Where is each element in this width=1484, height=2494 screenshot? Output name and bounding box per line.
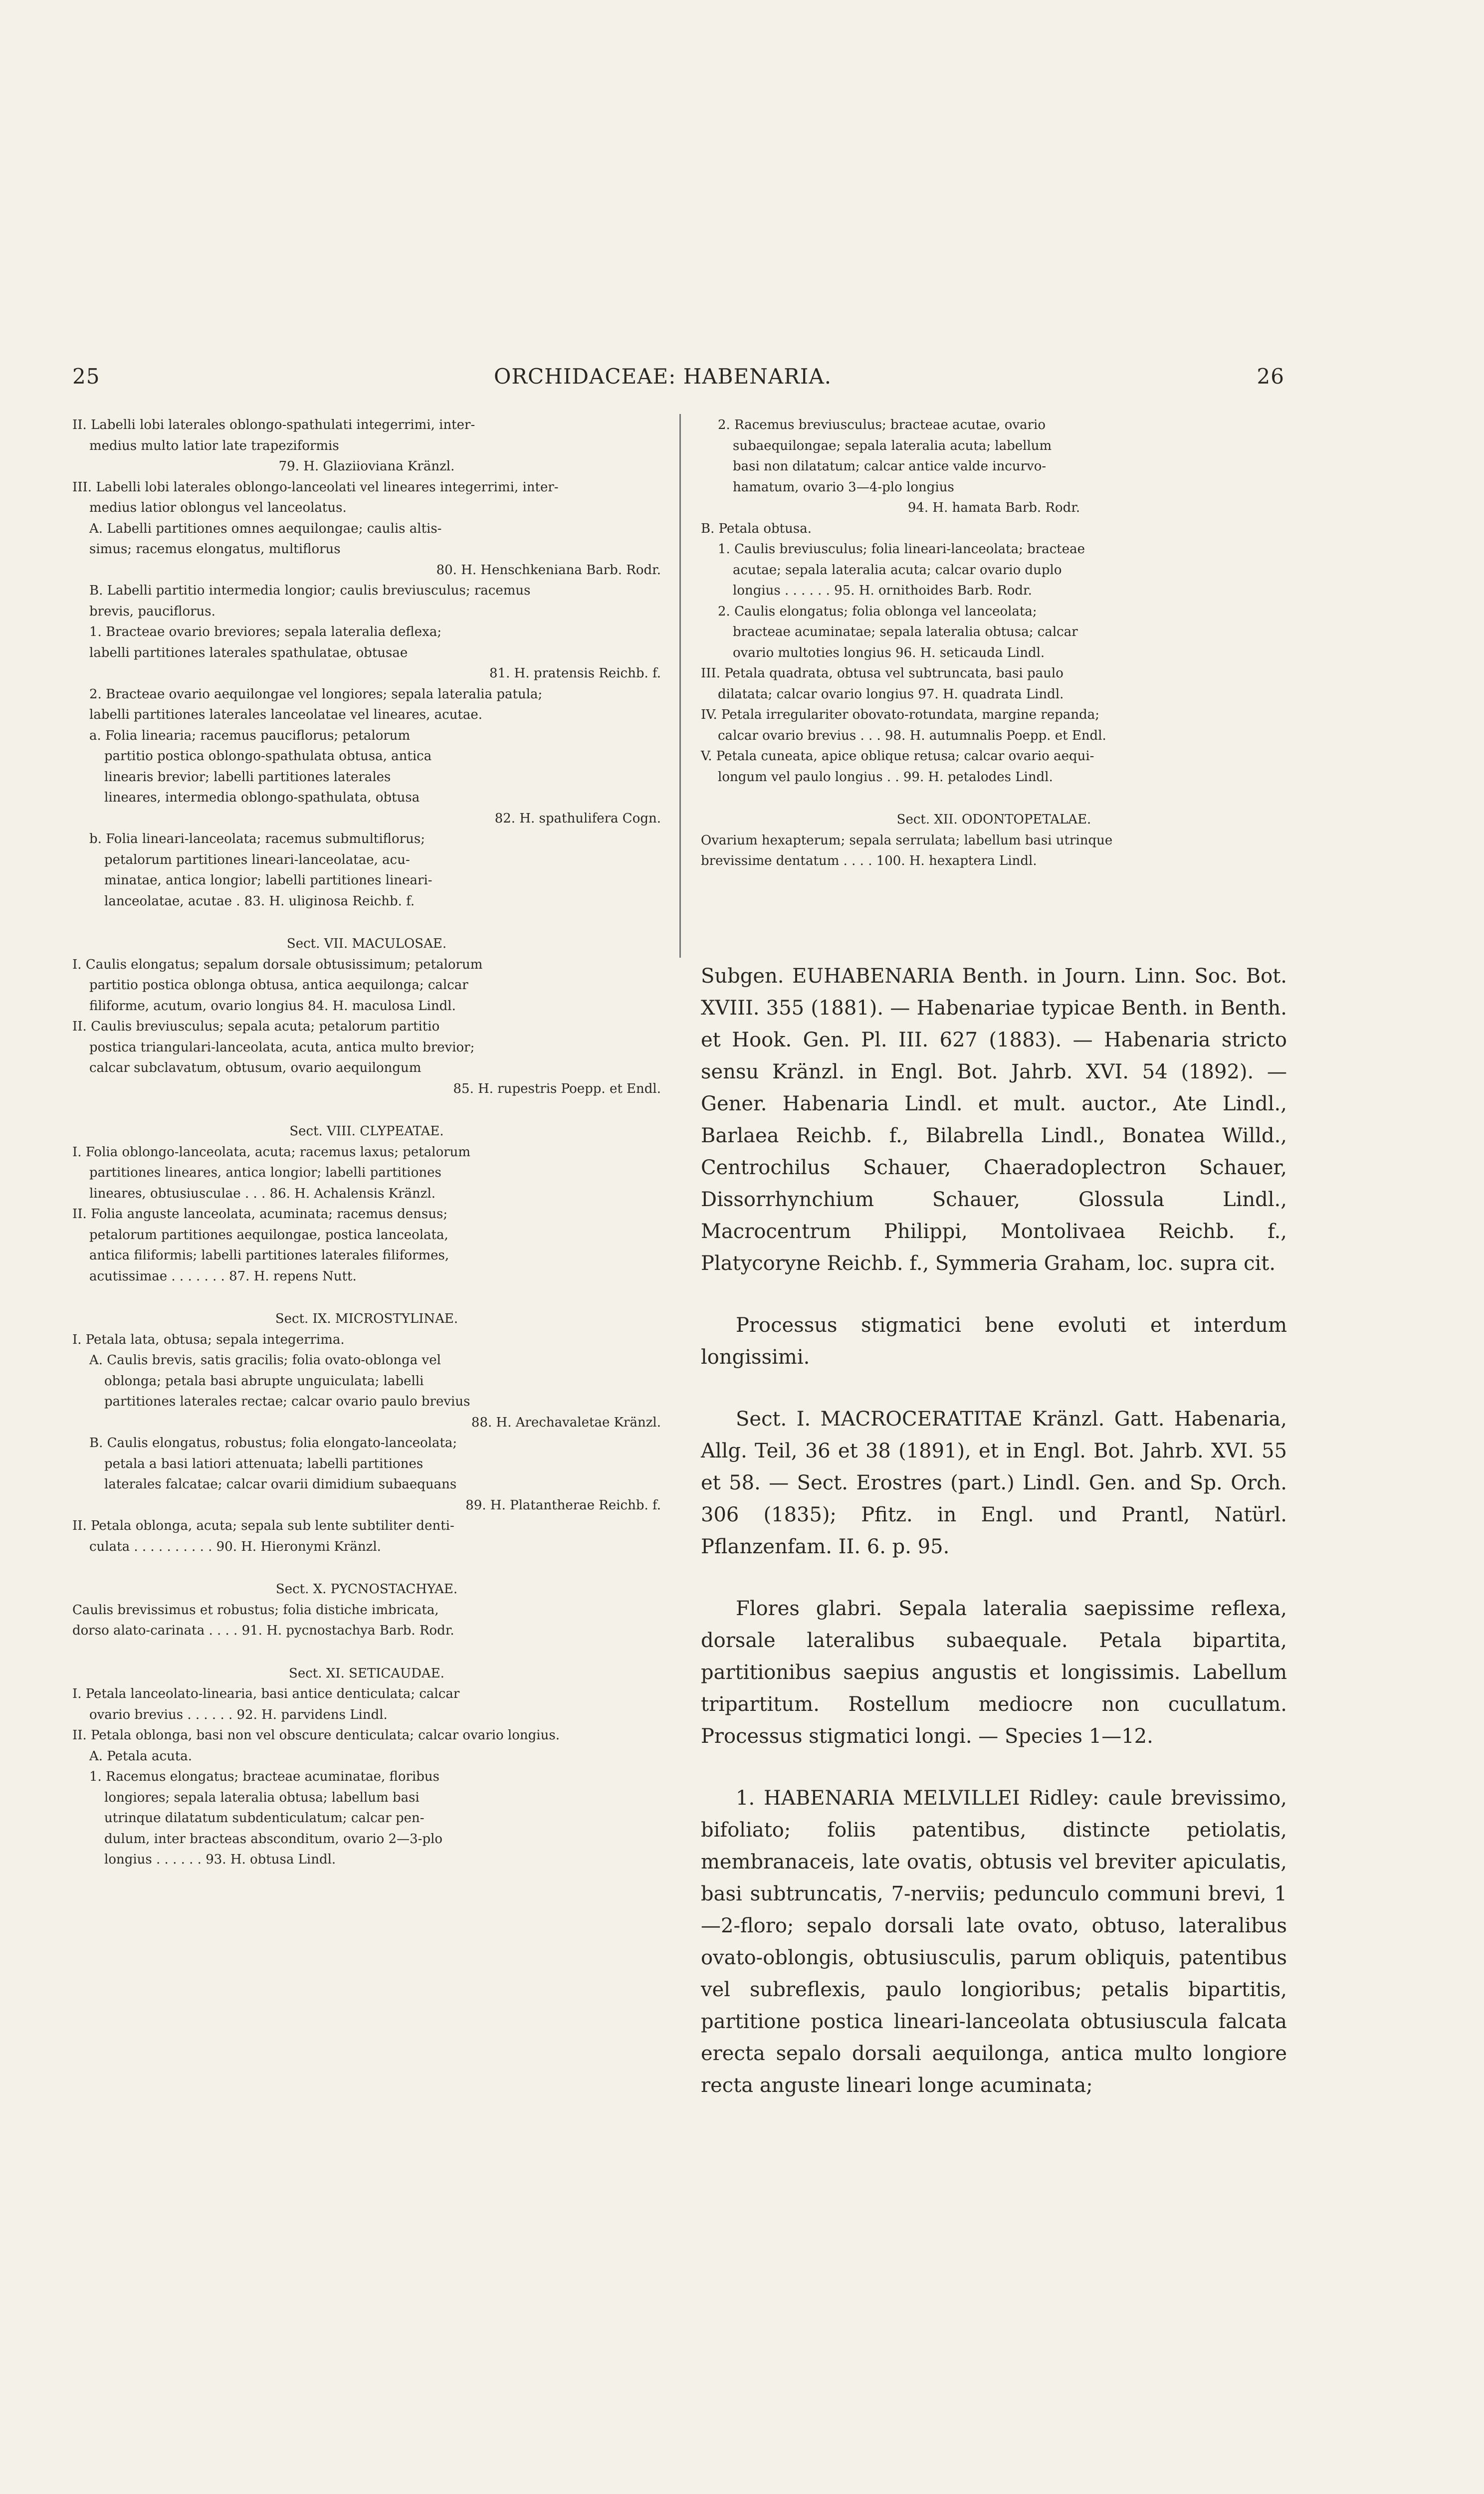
key-line: partitio postica oblongo-spathulata obtusa, antica [104,749,432,764]
key-line: petalorum partitiones aequilongae, postica lanceolata, [89,1227,448,1243]
species-entry: dilatata; calcar ovario longius 97. H. quadrata Lindl. [718,686,1064,702]
key-line: I. Caulis elongatus; sepalum dorsale obtusissimum; petalorum [72,957,483,972]
key-line: dulum, inter bracteas absconditum, ovario 2—3-plo [104,1831,443,1847]
processus-paragraph: Processus stigmatici bene evoluti et interdum longissimi. [701,1314,1287,1369]
key-line: oblonga; petala basi abrupte unguiculata; labelli [104,1373,424,1389]
species-entry: lineares, obtusiusculae . . . 86. H. Achalensis Kränzl. [89,1186,436,1201]
species-entry: 81. H. pratensis Reichb. f. [489,666,661,681]
species-entry: 85. H. rupestris Poepp. et Endl. [453,1081,661,1096]
key-line: I. Folia oblongo-lanceolata, acuta; racemus laxus; petalorum [72,1144,471,1160]
key-line: b. Folia lineari-lanceolata; racemus submultiflorus; [89,831,425,846]
key-line: A. Labelli partitiones omnes aequilongae; caulis altis- [89,521,442,536]
key-line: petala a basi latiori attenuata; labelli partitiones [104,1456,424,1471]
species-entry: acutissimae . . . . . . . 87. H. repens Nutt. [89,1268,357,1284]
key-line: laterales falcatae; calcar ovarii dimidium subaequans [104,1477,457,1492]
species-entry: dorso alato-carinata . . . . 91. H. pycnostachya Barb. Rodr. [72,1623,454,1638]
running-title: ORCHIDACEAE: HABENARIA. [494,364,832,389]
key-line: calcar subclavatum, obtusum, ovario aequilongum [89,1060,422,1075]
species-entry: calcar ovario brevius . . . 98. H. autumnalis Poepp. et Endl. [718,728,1106,743]
key-line: V. Petala cuneata, apice oblique retusa; calcar ovario aequi- [701,749,1094,764]
species-entry: 89. H. Platantherae Reichb. f. [465,1497,661,1513]
key-line: minatae, antica longior; labelli partitiones lineari- [104,873,432,888]
species-entry: 79. H. Glaziioviana Kränzl. [278,459,455,474]
key-line: B. Caulis elongatus, robustus; folia elongato-lanceolata; [89,1436,457,1451]
key-line: II. Folia anguste lanceolata, acuminata; racemus densus; [72,1207,448,1222]
section-heading: Sect. XI. SETICAUDAE. [289,1665,444,1681]
column-divider [679,414,681,958]
key-line: petalorum partitiones lineari-lanceolatae, acu- [104,852,410,867]
key-line: A. Petala acuta. [89,1748,193,1764]
key-line: subaequilongae; sepala lateralia acuta; labellum [733,438,1052,453]
page-number-left: 25 [72,364,100,389]
subgenus-paragraph: Subgen. EUHABENARIA Benth. in Journ. Linn. Soc. Bot. XVIII. 355 (1881). — Habenariae typicae Benth. in Benth. et Hook. Gen. Pl. III. 627 (1883). — Habenaria stricto sensu Kränzl. in Engl. Bot. Jahrb. XVI. 54 (1892). — Gener. Habenaria Lindl. et mult. auctor., Ate Lindl., Barlaea Reichb. f., Bilabrella Lindl., Bonatea Willd., Centrochilus Schauer, Chaeradoplectron Schauer, Dissorrhynchium Schauer, Glossula Lindl., Macrocentrum Philippi, Montolivaea Reichb. f., Platycoryne Reichb. f., Symmeria Graham, loc. supra cit. [701,965,1287,1275]
species-entry: ovario brevius . . . . . . 92. H. parvidens Lindl. [89,1707,388,1722]
right-column-text [701,960,1287,2101]
species-entry: longius . . . . . . 93. H. obtusa Lindl. [104,1852,336,1867]
key-line: 2. Caulis elongatus; folia oblonga vel lanceolata; [718,604,1037,619]
species-entry: 80. H. Henschkeniana Barb. Rodr. [436,562,661,578]
key-line: 2. Racemus breviusculus; bracteae acutae, ovario [718,417,1046,432]
key-line: labelli partitiones laterales lanceolatae vel lineares, acutae. [89,707,483,722]
section-heading: Sect. VIII. CLYPEATAE. [289,1124,444,1139]
key-line: utrinque dilatatum subdenticulatum; calcar pen- [104,1811,424,1826]
key-line: 2. Bracteae ovario aequilongae vel longiores; sepala lateralia patula; [89,686,543,702]
species-entry: lanceolatae, acutae . 83. H. uliginosa Reichb. f. [104,893,415,909]
species-entry: longum vel paulo longius . . 99. H. petalodes Lindl. [718,769,1053,785]
key-line: II. Labelli lobi laterales oblongo-spathulati integerrimi, inter- [72,417,475,432]
key-line: III. Petala quadrata, obtusa vel subtruncata, basi paulo [701,666,1063,681]
key-line: partitiones lineares, antica longior; labelli partitiones [89,1165,441,1180]
key-line: 1. Racemus elongatus; bracteae acuminatae, floribus [89,1769,439,1784]
key-line: longiores; sepala lateralia obtusa; labellum basi [104,1790,420,1805]
key-line: medius latior oblongus vel lanceolatus. [89,500,347,515]
species-entry: filiforme, acutum, ovario longius 84. H. maculosa Lindl. [89,998,456,1014]
section-heading: Sect. VII. MACULOSAE. [286,936,447,951]
key-line: bracteae acuminatae; sepala lateralia obtusa; calcar [733,624,1078,639]
key-line: I. Petala lata, obtusa; sepala integerrima. [72,1332,345,1347]
key-line: II. Petala oblonga, basi non vel obscure denticulata; calcar ovario longius. [72,1728,560,1743]
key-line: B. Labelli partitio intermedia longior; caulis breviusculus; racemus [89,583,531,598]
key-line: hamatum, ovario 3—4-plo longius [733,479,954,495]
section-heading: Sect. IX. MICROSTYLINAE. [275,1311,458,1326]
key-line: antica filiformis; labelli partitiones laterales filiformes, [89,1248,449,1263]
key-line: I. Petala lanceolato-linearia, basi antice denticulata; calcar [72,1686,460,1701]
key-line: 1. Caulis breviusculus; folia lineari-lanceolata; bracteae [718,542,1085,557]
species-entry: ovario multoties longius 96. H. seticauda Lindl. [733,645,1045,660]
section-heading: Sect. XII. ODONTOPETALAE. [896,812,1091,827]
key-line: acutae; sepala lateralia acuta; calcar ovario duplo [733,562,1062,578]
key-line: 1. Bracteae ovario breviores; sepala lateralia deflexa; [89,624,442,639]
key-line: partitiones laterales rectae; calcar ovario paulo brevius [104,1394,470,1409]
page-header [72,364,1284,394]
species-description: 1. HABENARIA MELVILLEI Ridley: caule brevissimo, bifoliato; foliis patentibus, distincte petiolatis, membranaceis, late ovatis, obtusis vel breviter apiculatis, basi subtruncatis, 7-nerviis; pedunculo communi brevi, 1—2-floro; sepalo dorsali late ovato, obtuso, lateralibus ovato-oblongis, obtusiusculis, parum obliquis, patentibus vel subreflexis, paulo longioribus; petalis bipartitis, partitione postica lineari-lanceolata obtusiuscula falcata erecta sepalo dorsali aequilonga, antica multo longiore recta anguste lineari longe acuminata; [701,1787,1287,2097]
key-line: basi non dilatatum; calcar antice valde incurvo- [733,459,1047,474]
key-line: partitio postica oblonga obtusa, antica aequilonga; calcar [89,978,468,993]
key-line: Caulis brevissimus et robustus; folia distiche imbricata, [72,1602,439,1618]
key-line: A. Caulis brevis, satis gracilis; folia ovato-oblonga vel [89,1353,441,1368]
key-line: linearis brevior; labelli partitiones laterales [104,769,391,785]
key-line: brevis, pauciflorus. [89,604,215,619]
key-line: Ovarium hexapterum; sepala serrulata; labellum basi utrinque [701,832,1113,848]
key-line: lineares, intermedia oblongo-spathulata, obtusa [104,790,420,805]
key-line: a. Folia linearia; racemus pauciflorus; petalorum [89,728,411,743]
page-number-right: 26 [1257,364,1284,389]
species-entry: longius . . . . . . 95. H. ornithoides Barb. Rodr. [733,583,1032,598]
key-line: II. Caulis breviusculus; sepala acuta; petalorum partitio [72,1019,440,1034]
key-line: postica triangulari-lanceolata, acuta, antica multo brevior; [89,1039,475,1055]
section-heading: Sect. X. PYCNOSTACHYAE. [275,1582,458,1597]
species-entry: 94. H. hamata Barb. Rodr. [907,500,1080,515]
key-line: labelli partitiones laterales spathulatae, obtusae [89,645,408,660]
key-line: III. Labelli lobi laterales oblongo-lanceolati vel lineares integerrimi, inter- [72,479,559,495]
species-entry: culata . . . . . . . . . . 90. H. Hieronymi Kränzl. [89,1539,381,1554]
key-line: simus; racemus elongatus, multiflorus [89,542,341,557]
species-entry: brevissime dentatum . . . . 100. H. hexaptera Lindl. [701,853,1037,868]
key-line: IV. Petala irregulariter obovato-rotundata, margine repanda; [701,707,1100,722]
key-line: B. Petala obtusa. [701,521,812,536]
key-line: II. Petala oblonga, acuta; sepala sub lente subtiliter denti- [72,1518,454,1533]
section-paragraph: Sect. I. MACROCERATITAE Kränzl. Gatt. Habenaria, Allg. Teil, 36 et 38 (1891), et in Engl. Bot. Jahrb. XVI. 55 et 58. — Sect. Erostres (part.) Lindl. Gen. and Sp. Orch. 306 (1835); Pfitz. in Engl. und Prantl, Natürl. Pflanzenfam. II. 6. p. 95. [701,1408,1287,1558]
left-column [72,415,661,1870]
species-entry: 82. H. spathulifera Cogn. [494,811,661,826]
key-line: medius multo latior late trapeziformis [89,438,339,453]
description-paragraph: Flores glabri. Sepala lateralia saepissime reflexa, dorsale lateralibus subaequale. Petala bipartita, partitionibus saepius angustis et longissimis. Labellum tripartitum. Rostellum mediocre non cucullatum. Processus stigmatici longi. — Species 1—12. [701,1597,1287,1748]
right-column-key [701,415,1287,872]
species-entry: 88. H. Arechavaletae Kränzl. [471,1415,661,1430]
